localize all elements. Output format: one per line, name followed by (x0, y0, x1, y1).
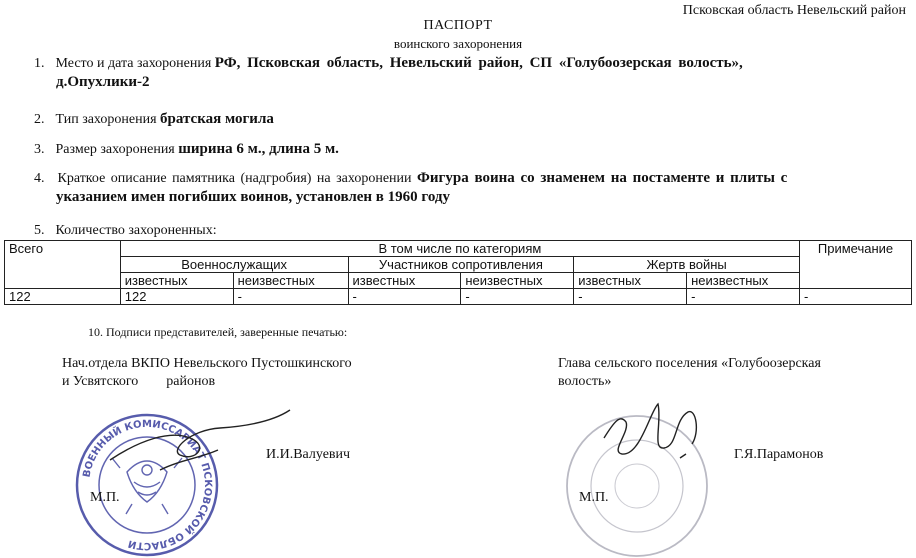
item-label: Размер захоронения (55, 142, 175, 157)
left-seal-mark: М.П. (90, 490, 120, 505)
item-burial-count (34, 223, 217, 239)
table-cell: - (348, 289, 461, 305)
table-cell: - (461, 289, 574, 305)
header-note: Примечание (800, 241, 912, 289)
item-number: 5. (34, 223, 45, 238)
right-signature (600, 392, 710, 472)
left-signature (100, 400, 300, 480)
table-cell: - (574, 289, 687, 305)
table-cell: - (233, 289, 348, 305)
item-value: Фигура воина со знаменем на постаменте и плиты с (417, 170, 788, 186)
item-number: 1. (34, 56, 45, 71)
header-by-category: В том числе по категориям (120, 241, 799, 257)
header-category-war-victims: Жертв войны (574, 257, 800, 273)
header-unknown: неизвестных (687, 273, 800, 289)
item-burial-place (34, 55, 743, 72)
header-total: Всего (5, 241, 121, 289)
item-burial-size (34, 141, 339, 158)
item-number: 2. (34, 112, 45, 127)
left-signer-name: И.И.Валуевич (266, 447, 351, 462)
header-known: известных (348, 273, 461, 289)
item-number: 3. (34, 142, 45, 157)
left-signer-position: Нач.отдела ВКПО Невельского Пустошкинского (62, 356, 352, 371)
item-value: братская могила (160, 111, 274, 127)
header-unknown: неизвестных (461, 273, 574, 289)
item-label: Количество захороненных: (55, 223, 217, 238)
left-signer-position-cont: и Усвятского районов (62, 374, 216, 389)
item-monument-description (34, 170, 787, 187)
item-label: Краткое описание памятника (надгробия) на захоронении (57, 171, 412, 186)
table-cell: - (687, 289, 800, 305)
table-row (5, 289, 912, 305)
item-burial-place-cont (56, 74, 150, 91)
item-value: указанием имен погибших воинов, установлен в 1960 году (56, 189, 451, 205)
item-value: РФ, Псковская область, Невельский район, СП «Голубоозерская волость», (214, 55, 743, 71)
item-label: Место и дата захоронения (55, 56, 212, 71)
stamp-ring-text: ВОЕННЫЙ КОМИССАРИАТ ПСКОВСКОЙ ОБЛАСТИ (81, 418, 214, 552)
item-burial-type (34, 111, 274, 128)
item-value: ширина 6 м., длина 5 м. (178, 141, 339, 157)
item-number: 4. (34, 171, 45, 186)
region-label: Псковская область Невельский район (682, 3, 906, 18)
header-unknown: неизвестных (233, 273, 348, 289)
table-cell: 122 (5, 289, 121, 305)
item-value: д.Опухлики-2 (56, 74, 150, 90)
burial-count-table (4, 240, 912, 305)
table-cell: 122 (120, 289, 233, 305)
signatures-heading: 10. Подписи представителей, заверенные печатью: (88, 325, 348, 339)
item-label: Тип захоронения (55, 112, 157, 127)
right-signer-position: Глава сельского поселения «Голубоозерская (558, 356, 821, 371)
item-monument-description-cont (56, 189, 450, 206)
right-seal-mark: М.П. (579, 490, 609, 505)
header-category-military: Военнослужащих (120, 257, 348, 273)
header-known: известных (574, 273, 687, 289)
table-cell: - (800, 289, 912, 305)
document-title: ПАСПОРТ (423, 18, 493, 33)
header-known: известных (120, 273, 233, 289)
document-subtitle: воинского захоронения (393, 36, 523, 51)
right-signer-name: Г.Я.Парамонов (734, 447, 824, 462)
right-signer-position-cont: волость» (558, 374, 612, 389)
header-category-resistance: Участников сопротивления (348, 257, 574, 273)
